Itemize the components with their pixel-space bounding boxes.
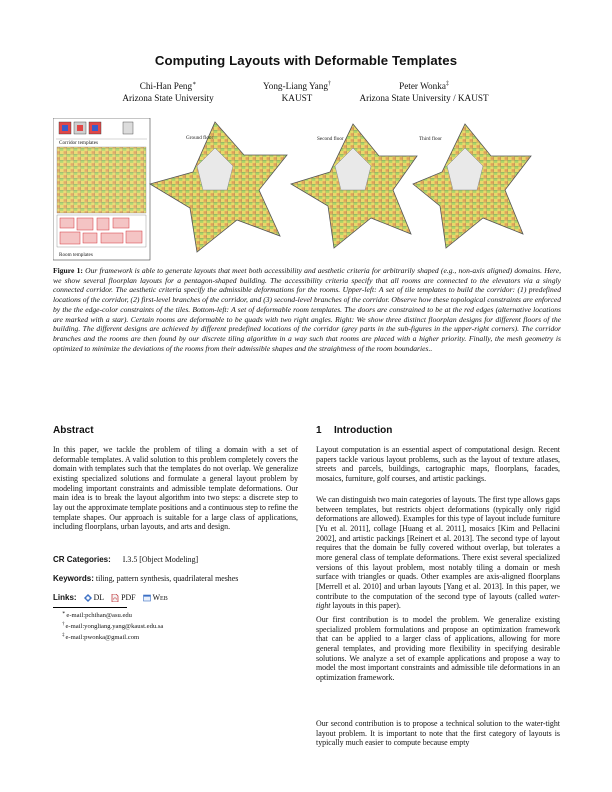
template-panel: [53, 118, 150, 260]
pdf-link-label: PDF: [121, 593, 136, 602]
author-block: [237, 79, 357, 104]
pdf-icon: [111, 594, 119, 602]
dl-link-label: DL: [93, 593, 105, 602]
author-affiliation: KAUST: [281, 92, 313, 103]
section-number: 1: [316, 425, 322, 436]
author-name: Chi-Han Peng: [139, 81, 193, 92]
second-floor-label: Second floor: [317, 136, 344, 142]
author-mark: ∗: [192, 81, 197, 87]
section-title: Introduction: [334, 425, 393, 436]
teaser-figure: [53, 118, 561, 262]
intro-paragraph: We can distinguish two main categories of layouts. The first type allows gaps between templates, but restricts object deformations (typically only rigid deformations are allowed). Examples for this type of layout include furniture [Yu et al. 2011], collage [Huang et al. 2011], mosaics [Kim and Pellacini 2002], and artistic packings [Reinert et al. 2013]. The second type of layout requires that the domain be fully covered without overlap, but tolerates a more general class of template deformations. There exist several specialized versions of this layout problem, most notably tiling a domain or mesh surface with triangles or quads. Other examples are axis-aligned floorplans [Merrell et al. 2010] and urban layouts [Yang et al. 2013]. In this paper, we contribute to the computation of the second type of layouts (called water-tight layouts in this paper).: [316, 495, 560, 611]
third-floor-label: Third floor: [419, 136, 442, 142]
web-link-label: Web: [152, 593, 168, 602]
keywords-label: Keywords:: [53, 574, 94, 583]
footnotes: [62, 610, 163, 642]
footnote-rule: [53, 607, 127, 608]
keywords-value: tiling, pattern synthesis, quadrilateral meshes: [95, 574, 239, 583]
pdf-link[interactable]: [111, 593, 135, 602]
figure-caption: [53, 266, 561, 353]
figure-label: Figure 1:: [53, 266, 83, 275]
author-affiliation: Arizona State University / KAUST: [359, 92, 489, 103]
web-icon: [143, 594, 151, 602]
corridor-templates-label: Corridor templates: [59, 140, 99, 146]
web-link[interactable]: [143, 593, 168, 602]
author-mark: †: [327, 81, 331, 87]
author-name: Yong-Liang Yang: [263, 81, 328, 92]
author-mark: ‡: [445, 81, 449, 87]
floorplan-third: [413, 124, 531, 248]
intro-paragraph: Our second contribution is to propose a technical solution to the water-tight layout problem. It is important to note that the first category of layouts is typically much easier to compute because empty: [316, 719, 560, 748]
introduction-heading: [316, 425, 392, 436]
room-templates-label: Room templates: [59, 252, 93, 258]
links-label: Links:: [53, 593, 77, 602]
cr-categories: [53, 555, 198, 564]
floorplan-ground: [150, 122, 287, 252]
footnote: †e-mail:yongliang.yang@kaust.edu.sa: [62, 621, 164, 630]
acm-dl-icon: [84, 594, 92, 602]
dl-link[interactable]: [84, 593, 105, 602]
intro-paragraph: Our first contribution is to model the problem. We generalize existing specialized problem formulations and propose an optimization framework that can be applied to a larger class of applications, allowing for more general templates, and providing more flexibility in specifying desirable solutions. We analyze a set of example applications and propose a way to model the most important constraints and admissible tile deformations in an optimization framework.: [316, 615, 560, 682]
keywords: [53, 574, 238, 583]
cr-label: CR Categories:: [53, 555, 111, 564]
abstract-heading: Abstract: [53, 425, 94, 436]
footnote: ‡e-mail:pwonka@gmail.com: [62, 632, 140, 641]
abstract-body: In this paper, we tackle the problem of tiling a domain with a set of deformable templates. A valid solution to this problem completely covers the domain with templates such that the templates do not overlap. We generalize existing specialized solutions and formulate a general layout problem by modeling important constraints and admissible template deformations. Our main idea is to break the layout algorithm into two steps: a discrete step to lay out the approximate template positions and a continuous step to refine the template shapes. Our approach is suitable for a large class of applications, including floorplans, urban layouts, and arts and design.: [53, 445, 298, 532]
cr-value: I.3.5 [Object Modeling]: [122, 555, 199, 564]
author-name: Peter Wonka: [399, 81, 446, 92]
author-affiliation: Arizona State University: [122, 92, 214, 103]
figure-caption-text: Our framework is able to generate layouts that meet both accessibility and aesthetic criteria for arbitrarily shaped (e.g., non-axis aligned) domains. Here, we show several floorplan layouts for a pentagon-shaped building. The accessibility criteria specify that all rooms are connected to the elevators via a singly connected corridor. The aesthetic criteria specify the admissible deformations for the rooms. Upper-left: A set of tile templates to build the corridor: (1) predefined locations of the corridor, (2) first-level branches of the corridor, and (3) second-level branches of the corridor. Observe how these topological constraints are enforced by the the edge-color constraints of the tiles. Bottom-left: A set of deformable room templates. The doors are constrained to be at the red edges (alternative locations are marked with a star). Certain rooms are deformable to be quads with two right angles. Right: We show three distinct floorplan designs for different floors of the building. The different designs are achieved by different predefined locations of the corridor (grey parts in the sub-figures in the upper-right corners). The corridor branches and the rooms are then found by our discrete tiling algorithm in a way such that rooms are placed with a higher priority. Finally, the mesh geometry is optimized to minimize the deviations of the rooms from their admissible shapes and the straightness of the room boundaries..: [53, 266, 561, 353]
ground-floor-label: Ground floor: [186, 135, 214, 141]
paper-title: Computing Layouts with Deformable Templates: [154, 53, 458, 68]
intro-paragraph: Layout computation is an essential aspect of computational design. Recent papers tackle various layout problems, such as the layout of texture atlases, streets and parcels, buildings, cartographic maps, floorplans, facades, mosaics, furniture, golf courses, and artistic packings.: [316, 445, 560, 483]
footnote: ∗e-mail:pchihan@asu.edu: [62, 611, 132, 620]
floorplan-second: [291, 124, 417, 248]
links-row: [53, 593, 168, 602]
author-block: [343, 79, 505, 104]
author-block: [103, 79, 233, 104]
